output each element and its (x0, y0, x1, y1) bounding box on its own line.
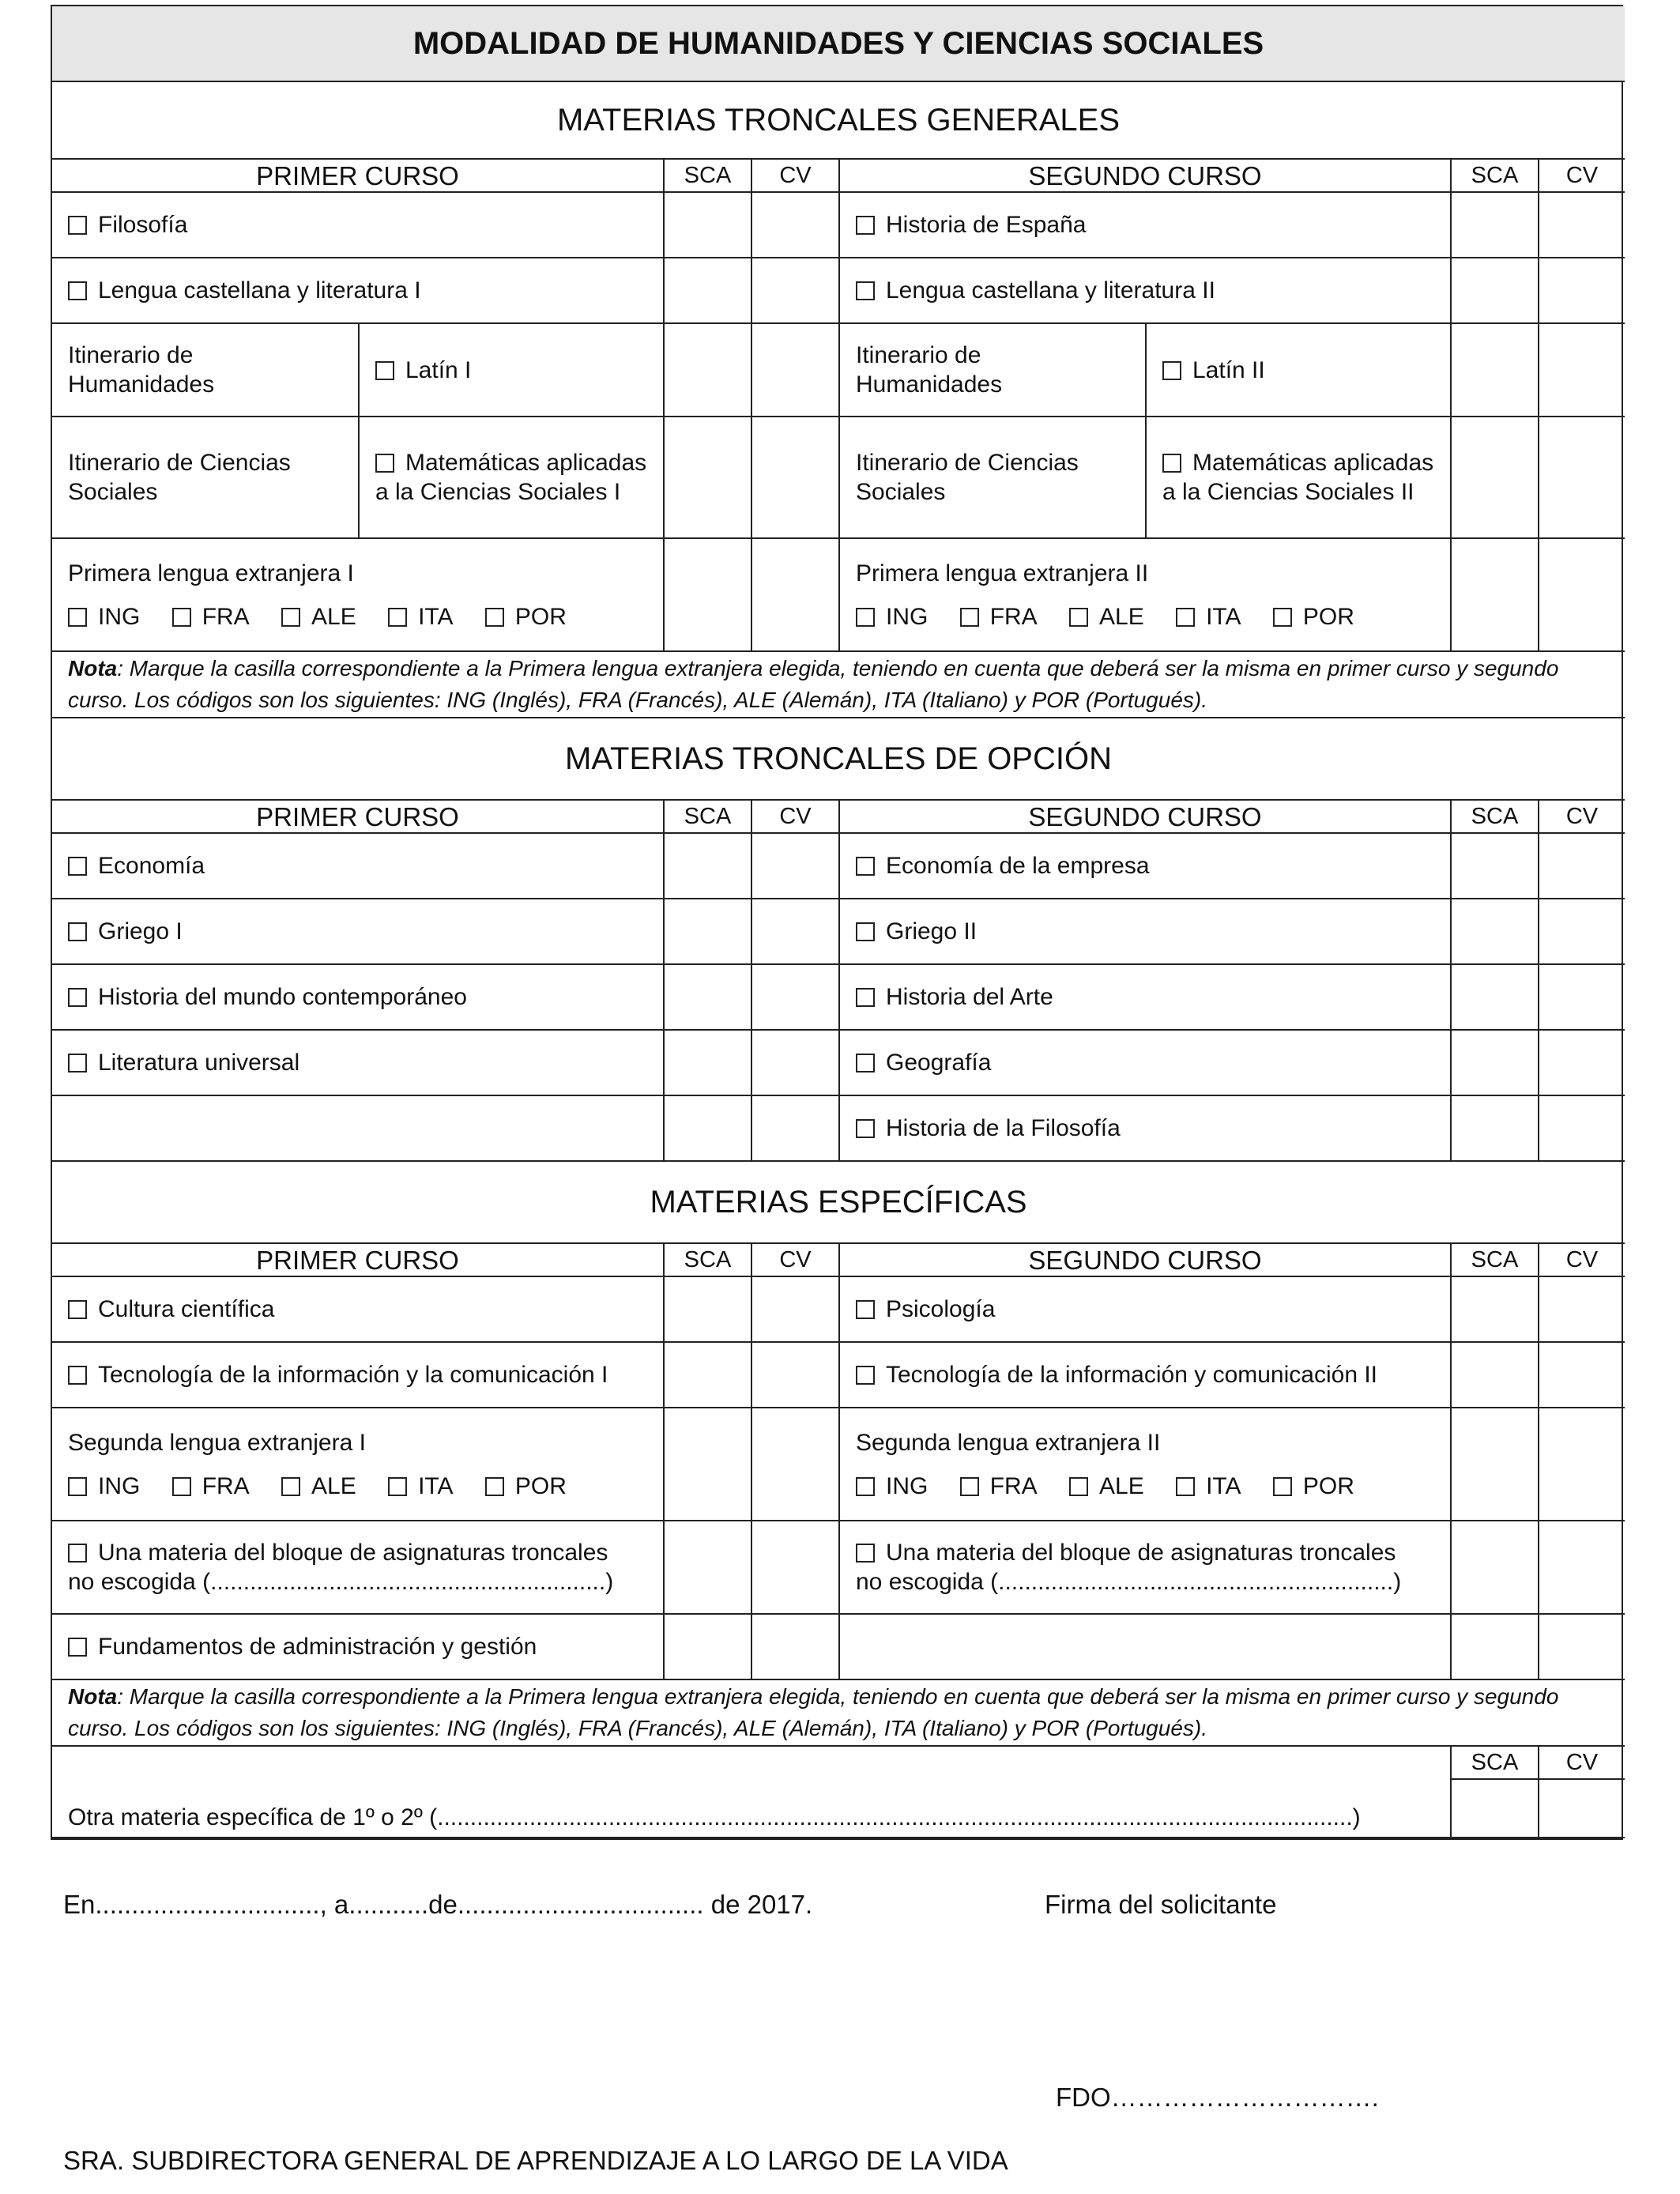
sca-cell[interactable] (1451, 1521, 1539, 1614)
lang-label: ITA (1206, 603, 1241, 630)
cv-cell[interactable] (751, 833, 839, 899)
subject-historia-espana (839, 192, 1451, 258)
header-cv: CV (751, 800, 839, 833)
lang-option-ale[interactable] (1069, 1472, 1144, 1501)
subject-tic-1 (52, 1342, 664, 1408)
primera-lengua-extranjera-2 (839, 538, 1451, 651)
itinerario-humanidades-label: Itinerario de Humanidades (839, 323, 1146, 417)
subject-label: Cultura científica (98, 1296, 275, 1322)
cv-cell[interactable] (1539, 964, 1625, 1030)
lang-option-ing[interactable] (856, 602, 928, 631)
addressee: SRA. SUBDIRECTORA GENERAL DE APRENDIZAJE A LO LARGO DE LA VIDA (63, 2146, 1008, 2175)
checkbox[interactable] (960, 1477, 979, 1496)
header-segundo-curso: SEGUNDO CURSO (839, 1243, 1451, 1276)
sca-cell[interactable] (1451, 1342, 1539, 1408)
subject-label: Historia de la Filosofía (886, 1115, 1121, 1141)
sca-cell[interactable] (664, 258, 751, 323)
lang-label: ITA (418, 1472, 454, 1499)
subject-label: Matemáticas aplicadas a la Ciencias Sociales II (1162, 450, 1434, 505)
subject-troncal-no-escogida-2 (839, 1521, 1451, 1614)
header-sca: SCA (664, 159, 751, 192)
header-sca: SCA (1451, 159, 1539, 192)
subject-label: Tecnología de la información y la comunicación I (98, 1362, 608, 1388)
subject-filosofia (52, 192, 664, 258)
subject-economia (52, 833, 664, 899)
sca-cell[interactable] (1451, 899, 1539, 964)
lang-option-ale[interactable] (281, 602, 356, 631)
note (52, 651, 1625, 718)
subject-literatura-universal (52, 1030, 664, 1095)
subject-label: Geografía (886, 1050, 992, 1076)
sca-cell[interactable] (1451, 833, 1539, 899)
sca-cell[interactable] (664, 538, 751, 651)
checkbox[interactable] (68, 1638, 87, 1657)
signature-label: Firma del solicitante (1045, 1890, 1277, 1919)
sca-cell[interactable] (1451, 1030, 1539, 1095)
checkbox[interactable] (68, 216, 87, 235)
header-primer-curso: PRIMER CURSO (52, 159, 664, 192)
itinerario-humanidades-label: Itinerario de Humanidades (52, 323, 359, 417)
lang-label: FRA (202, 603, 250, 630)
checkbox[interactable] (68, 857, 87, 876)
subject-label: Fundamentos de administración y gestión (98, 1634, 537, 1660)
sca-cell[interactable] (664, 1342, 751, 1408)
empty-cell (52, 1095, 664, 1161)
segunda-lengua-extranjera-1 (52, 1408, 664, 1521)
lang-label: ING (886, 1472, 929, 1499)
subject-label: Latín I (405, 356, 472, 383)
sca-cell[interactable] (664, 192, 751, 258)
subject-historia-mundo (52, 964, 664, 1030)
header-primer-curso: PRIMER CURSO (52, 800, 664, 833)
cv-cell[interactable] (1539, 417, 1625, 538)
cv-cell[interactable] (751, 1408, 839, 1521)
checkbox[interactable] (68, 1366, 87, 1385)
itinerario-ciencias-sociales-label: Itinerario de Ciencias Sociales (839, 417, 1146, 538)
cv-cell[interactable] (1539, 1779, 1625, 1838)
header-segundo-curso: SEGUNDO CURSO (839, 800, 1451, 833)
checkbox[interactable] (856, 922, 875, 941)
subject-label: Lengua castellana y literatura I (98, 277, 421, 303)
header-sca: SCA (664, 800, 751, 833)
checkbox[interactable] (856, 857, 875, 876)
checkbox[interactable] (281, 1477, 300, 1496)
lang-label: ALE (311, 1472, 356, 1499)
checkbox[interactable] (1069, 608, 1088, 627)
subject-blank-field[interactable]: no escogida (............................................................) (68, 1569, 614, 1595)
checkbox[interactable] (1273, 1477, 1292, 1496)
checkbox[interactable] (172, 608, 191, 627)
lang-option-por[interactable] (1273, 602, 1354, 631)
checkbox[interactable] (68, 1300, 87, 1319)
cv-cell[interactable] (751, 1030, 839, 1095)
language-options (856, 1472, 1434, 1501)
empty-cell (839, 1614, 1451, 1679)
checkbox[interactable] (856, 608, 875, 627)
sca-cell[interactable] (1451, 1614, 1539, 1679)
header-cv: CV (751, 159, 839, 192)
sca-cell[interactable] (1451, 964, 1539, 1030)
lang-option-fra[interactable] (172, 602, 250, 631)
lang-label: FRA (989, 1472, 1038, 1499)
subject-label: Historia del Arte (886, 984, 1053, 1010)
subject-griego-2 (839, 899, 1451, 964)
language-options (856, 602, 1434, 631)
checkbox[interactable] (68, 922, 87, 941)
cv-cell[interactable] (751, 258, 839, 323)
checkbox[interactable] (1069, 1477, 1088, 1496)
checkbox[interactable] (856, 1054, 875, 1072)
lang-option-por[interactable] (485, 602, 567, 631)
checkbox[interactable] (1176, 608, 1195, 627)
header-sca: SCA (1451, 1243, 1539, 1276)
checkbox[interactable] (375, 454, 394, 473)
cv-cell[interactable] (751, 417, 839, 538)
checkbox[interactable] (856, 1477, 875, 1496)
cv-cell[interactable] (1539, 899, 1625, 964)
subject-griego-1 (52, 899, 664, 964)
cv-cell[interactable] (751, 1276, 839, 1342)
application-form (51, 5, 1623, 1840)
sca-cell[interactable] (664, 899, 751, 964)
subject-label: Filosofía (98, 212, 188, 238)
header-cv: CV (1539, 1746, 1625, 1779)
cv-cell[interactable] (751, 1614, 839, 1679)
checkbox[interactable] (281, 608, 300, 627)
subject-label: Historia del mundo contemporáneo (98, 984, 467, 1010)
checkbox[interactable] (1176, 1477, 1195, 1496)
subject-lengua-1 (52, 258, 664, 323)
subject-label: Tecnología de la información y comunicación II (886, 1362, 1378, 1388)
lang-option-ita[interactable] (388, 602, 453, 631)
cv-cell[interactable] (1539, 1614, 1625, 1679)
checkbox[interactable] (1162, 454, 1181, 473)
subject-label: Psicología (886, 1296, 996, 1322)
checkbox[interactable] (68, 1544, 87, 1563)
header-cv: CV (1539, 1243, 1625, 1276)
header-sca: SCA (1451, 1746, 1539, 1779)
subject-label: Una materia del bloque de asignaturas troncales (98, 1540, 608, 1566)
cv-cell[interactable] (751, 192, 839, 258)
subject-geografia (839, 1030, 1451, 1095)
lang-option-fra[interactable] (960, 602, 1038, 631)
sca-cell[interactable] (664, 833, 751, 899)
cv-cell[interactable] (1539, 1095, 1625, 1161)
sca-cell[interactable] (664, 417, 751, 538)
subject-label: Griego I (98, 918, 183, 944)
sca-cell[interactable] (664, 1614, 751, 1679)
cv-cell[interactable] (1539, 1408, 1625, 1521)
subject-historia-arte (839, 964, 1451, 1030)
subject-label: Primera lengua extranjera I (68, 560, 354, 586)
sca-cell[interactable] (664, 1030, 751, 1095)
lang-label: ING (98, 603, 141, 630)
subject-latin-2 (1146, 323, 1451, 417)
lang-label: FRA (202, 1472, 250, 1499)
lang-option-ing[interactable] (68, 1472, 140, 1501)
subject-historia-filosofia (839, 1095, 1451, 1161)
cv-cell[interactable] (1539, 192, 1625, 258)
header-primer-curso: PRIMER CURSO (52, 1243, 664, 1276)
checkbox[interactable] (856, 216, 875, 235)
checkbox[interactable] (960, 608, 979, 627)
checkbox[interactable] (485, 1477, 504, 1496)
lang-option-ita[interactable] (1176, 602, 1241, 631)
subject-label: Economía de la empresa (886, 853, 1150, 879)
header-cv: CV (1539, 159, 1625, 192)
subject-label: Segunda lengua extranjera I (68, 1429, 366, 1456)
sca-cell[interactable] (1451, 323, 1539, 417)
lang-label: FRA (989, 603, 1038, 630)
checkbox[interactable] (856, 1366, 875, 1385)
subject-cultura-cientifica (52, 1276, 664, 1342)
cv-cell[interactable] (751, 964, 839, 1030)
note (52, 1679, 1625, 1746)
lang-label: POR (1302, 603, 1354, 630)
cv-cell[interactable] (1539, 1342, 1625, 1408)
cv-cell[interactable] (751, 538, 839, 651)
subject-label: Una materia del bloque de asignaturas troncales (886, 1540, 1396, 1566)
lang-label: ITA (1206, 1472, 1241, 1499)
section-title-especificas: MATERIAS ESPECÍFICAS (52, 1161, 1625, 1243)
lang-option-por[interactable] (485, 1472, 567, 1501)
checkbox[interactable] (856, 1300, 875, 1319)
subject-label: Latín II (1192, 356, 1265, 383)
cv-cell[interactable] (1539, 258, 1625, 323)
itinerario-ciencias-sociales-label: Itinerario de Ciencias Sociales (52, 417, 359, 538)
sca-cell[interactable] (1451, 192, 1539, 258)
lang-label: POR (514, 1472, 567, 1499)
note-text: : Marque la casilla correspondiente a la Primera lengua extranjera elegida, teniendo en cuenta que deberá ser la misma en primer curso y segundo curso. Los códigos son los siguientes: ING (Inglés), FRA (Francés), ALE (Alemán), ITA (Italiano) y POR (Portugués). (68, 656, 1559, 712)
sca-cell[interactable] (1451, 1408, 1539, 1521)
cv-cell[interactable] (1539, 1276, 1625, 1342)
cv-cell[interactable] (751, 899, 839, 964)
lang-label: ING (98, 1472, 141, 1499)
cv-cell[interactable] (1539, 1030, 1625, 1095)
checkbox[interactable] (856, 988, 875, 1007)
checkbox[interactable] (856, 1119, 875, 1138)
lang-label: ALE (311, 603, 356, 630)
lang-option-ing[interactable] (856, 1472, 928, 1501)
section-title-troncales-opcion: MATERIAS TRONCALES DE OPCIÓN (52, 718, 1625, 800)
header-sca: SCA (1451, 800, 1539, 833)
lang-option-ale[interactable] (281, 1472, 356, 1501)
lang-option-ita[interactable] (1176, 1472, 1241, 1501)
sca-cell[interactable] (1451, 417, 1539, 538)
checkbox[interactable] (68, 608, 87, 627)
cv-cell[interactable] (1539, 538, 1625, 651)
lang-label: ITA (418, 603, 454, 630)
checkbox[interactable] (68, 988, 87, 1007)
sca-cell[interactable] (1451, 1276, 1539, 1342)
sca-cell[interactable] (664, 1095, 751, 1161)
cv-cell[interactable] (1539, 833, 1625, 899)
header-cv: CV (751, 1243, 839, 1276)
note-label: Nota (68, 1684, 118, 1709)
primera-lengua-extranjera-1 (52, 538, 664, 651)
checkbox[interactable] (68, 1477, 87, 1496)
subject-matematicas-2 (1146, 417, 1451, 538)
note-label: Nota (68, 656, 118, 680)
subject-label: Historia de España (886, 212, 1087, 238)
lang-option-ing[interactable] (68, 602, 140, 631)
subject-psicologia (839, 1276, 1451, 1342)
subject-tic-2 (839, 1342, 1451, 1408)
subject-latin-1 (359, 323, 664, 417)
header-segundo-curso: SEGUNDO CURSO (839, 159, 1451, 192)
sca-cell[interactable] (664, 1408, 751, 1521)
checkbox[interactable] (856, 281, 875, 300)
sca-cell[interactable] (664, 1276, 751, 1342)
header-sca: SCA (664, 1243, 751, 1276)
lang-option-fra[interactable] (960, 1472, 1038, 1501)
subject-economia-empresa (839, 833, 1451, 899)
sca-cell[interactable] (1451, 258, 1539, 323)
checkbox[interactable] (485, 608, 504, 627)
checkbox[interactable] (68, 1054, 87, 1072)
subject-label: Economía (98, 853, 205, 879)
language-options (68, 1472, 647, 1501)
segunda-lengua-extranjera-2 (839, 1408, 1451, 1521)
header-cv: CV (1539, 800, 1625, 833)
checkbox[interactable] (68, 281, 87, 300)
lang-label: POR (514, 603, 567, 630)
lang-label: ING (886, 603, 929, 630)
subject-blank-field[interactable]: no escogida (............................................................) (856, 1569, 1402, 1595)
subject-lengua-2 (839, 258, 1451, 323)
subject-label: Matemáticas aplicadas a la Ciencias Sociales I (375, 450, 647, 505)
sca-cell[interactable] (1451, 538, 1539, 651)
signature-fdo-line[interactable]: FDO…………………………. (1056, 2083, 1379, 2112)
sca-cell[interactable] (664, 964, 751, 1030)
sca-cell[interactable] (1451, 1095, 1539, 1161)
sca-cell[interactable] (664, 1521, 751, 1614)
subject-label: Lengua castellana y literatura II (886, 277, 1215, 303)
checkbox[interactable] (388, 1477, 407, 1496)
checkbox[interactable] (856, 1544, 875, 1563)
cv-cell[interactable] (751, 1521, 839, 1614)
lang-option-fra[interactable] (172, 1472, 250, 1501)
cv-cell[interactable] (751, 323, 839, 417)
checkbox[interactable] (1162, 361, 1181, 380)
cv-cell[interactable] (1539, 1521, 1625, 1614)
subject-fundamentos-administracion (52, 1614, 664, 1679)
form-table (52, 6, 1625, 1838)
checkbox[interactable] (388, 608, 407, 627)
form-title: MODALIDAD DE HUMANIDADES Y CIENCIAS SOCIALES (52, 6, 1625, 81)
sca-cell[interactable] (664, 323, 751, 417)
cv-cell[interactable] (1539, 323, 1625, 417)
checkbox[interactable] (375, 361, 394, 380)
subject-matematicas-1 (359, 417, 664, 538)
language-options (68, 602, 647, 631)
cv-cell[interactable] (751, 1095, 839, 1161)
lang-option-por[interactable] (1273, 1472, 1354, 1501)
lang-label: ALE (1099, 603, 1144, 630)
section-title-troncales-generales: MATERIAS TRONCALES GENERALES (52, 81, 1625, 159)
place-date-line[interactable]: En..............................., a...........de.................................. de 2017. (63, 1890, 813, 1919)
lang-option-ale[interactable] (1069, 602, 1144, 631)
otra-materia-especifica[interactable]: Otra materia específica de 1º o 2º (...........................................................................................................................................) (52, 1746, 1451, 1838)
subject-label: Primera lengua extranjera II (856, 560, 1149, 586)
sca-cell[interactable] (1451, 1779, 1539, 1838)
lang-option-ita[interactable] (388, 1472, 453, 1501)
lang-label: ALE (1099, 1472, 1144, 1499)
cv-cell[interactable] (751, 1342, 839, 1408)
lang-label: POR (1302, 1472, 1354, 1499)
subject-label: Segunda lengua extranjera II (856, 1429, 1161, 1456)
note-text: : Marque la casilla correspondiente a la Primera lengua extranjera elegida, teniendo en cuenta que deberá ser la misma en primer curso y segundo curso. Los códigos son los siguientes: ING (Inglés), FRA (Francés), ALE (Alemán), ITA (Italiano) y POR (Portugués). (68, 1684, 1559, 1740)
checkbox[interactable] (1273, 608, 1292, 627)
checkbox[interactable] (172, 1477, 191, 1496)
subject-label: Literatura universal (98, 1050, 300, 1076)
subject-troncal-no-escogida-1 (52, 1521, 664, 1614)
subject-label: Griego II (886, 918, 977, 944)
